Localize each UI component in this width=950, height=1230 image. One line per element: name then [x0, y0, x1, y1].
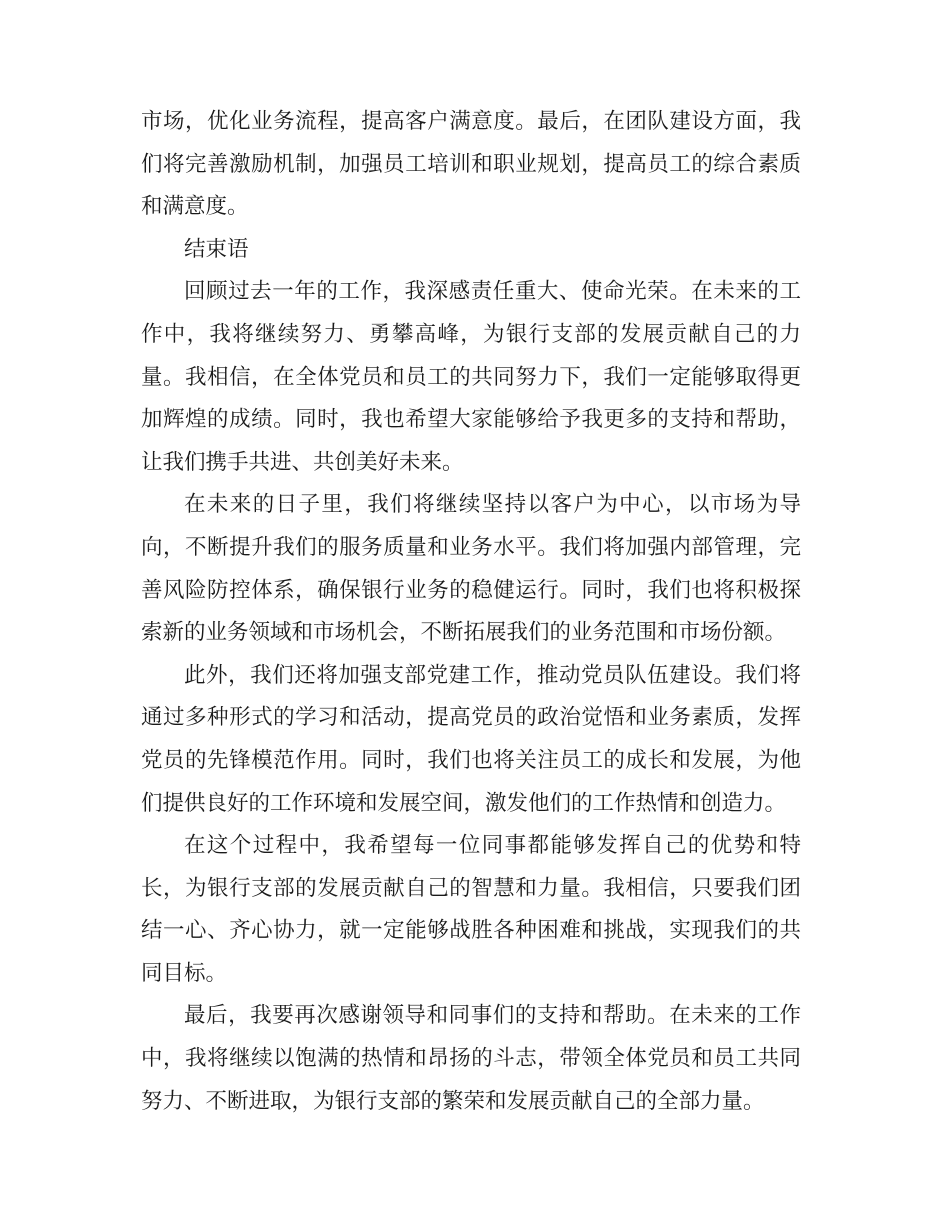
section-heading-conclusion: 结束语	[184, 236, 249, 262]
paragraph-continued: 市场，优化业务流程，提高客户满意度。最后，在团队建设方面，我们将完善激励机制，加强员工培训和职业规划，提高员工的综合素质和满意度。	[141, 109, 801, 220]
paragraph: 回顾过去一年的工作，我深感责任重大、使命光荣。在未来的工作中，我将继续努力、勇攀高峰，为银行支部的发展贡献自己的力量。我相信，在全体党员和员工的共同努力下，我们一定能够取得更加辉煌的成绩。同时，我也希望大家能够给予我更多的支持和帮助，让我们携手共进、共创美好未来。	[141, 279, 801, 475]
paragraph: 在未来的日子里，我们将继续坚持以客户为中心，以市场为导向，不断提升我们的服务质量和业务水平。我们将加强内部管理，完善风险防控体系，确保银行业务的稳健运行。同时，我们也将积极探索新的业务领域和市场机会，不断拓展我们的业务范围和市场份额。	[141, 492, 801, 646]
paragraph: 最后，我要再次感谢领导和同事们的支持和帮助。在未来的工作中，我将继续以饱满的热情和昂扬的斗志，带领全体党员和员工共同努力、不断进取，为银行支部的繁荣和发展贡献自己的全部力量。	[141, 1003, 801, 1114]
paragraph: 此外，我们还将加强支部党建工作，推动党员队伍建设。我们将通过多种形式的学习和活动，提高党员的政治觉悟和业务素质，发挥党员的先锋模范作用。同时，我们也将关注员工的成长和发展，为他们提供良好的工作环境和发展空间，激发他们的工作热情和创造力。	[141, 662, 801, 816]
document-body	[141, 101, 801, 1123]
paragraph: 在这个过程中，我希望每一位同事都能够发挥自己的优势和特长，为银行支部的发展贡献自己的智慧和力量。我相信，只要我们团结一心、齐心协力，就一定能够战胜各种困难和挑战，实现我们的共同目标。	[141, 833, 801, 986]
